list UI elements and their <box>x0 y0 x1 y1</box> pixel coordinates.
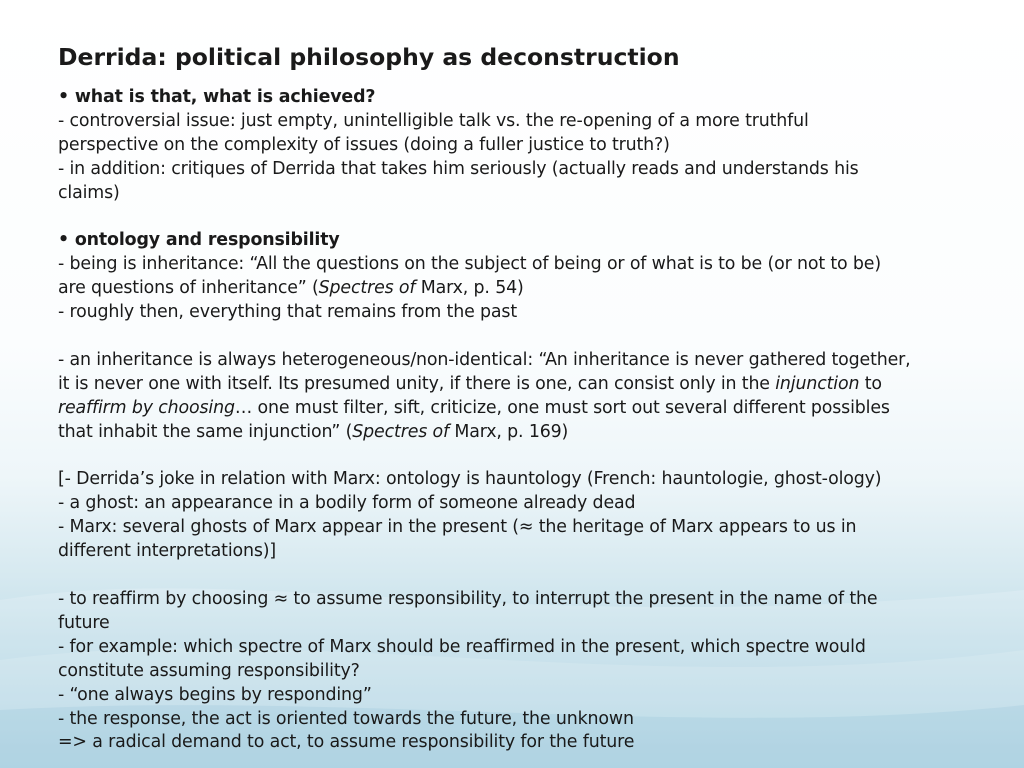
text-line: perspective on the complexity of issues (doing a fuller justice to truth?) <box>58 134 670 155</box>
emphasis-italic: reaffirm by choosing <box>58 397 235 418</box>
text-line: - to reaffirm by choosing ≈ to assume responsibility, to interrupt the present in the name of the <box>58 588 878 609</box>
text-span: it is never one with itself. Its presumed unity, if there is one, can consist only in the <box>58 373 776 394</box>
blank-line <box>58 445 993 469</box>
text-line: future <box>58 612 110 633</box>
slide-title: Derrida: political philosophy as deconstruction <box>58 43 680 71</box>
section-heading-ontology: • ontology and responsibility <box>58 230 340 251</box>
text-span: to <box>859 373 882 394</box>
text-line: - Marx: several ghosts of Marx appear in the present (≈ the heritage of Marx appears to us in <box>58 517 857 538</box>
text-line: - being is inheritance: “All the questions on the subject of being or of what is to be (or not to be) <box>58 254 881 275</box>
text-span: are questions of inheritance” ( <box>58 278 319 299</box>
emphasis-italic: injunction <box>775 373 860 394</box>
text-line <box>58 421 993 445</box>
text-line: claims) <box>58 182 120 203</box>
text-span: … one must filter, sift, criticize, one must sort out several different possibles <box>234 397 890 418</box>
blank-line <box>58 564 993 588</box>
book-title-italic: Spectres of <box>352 421 449 442</box>
blank-line <box>58 206 993 230</box>
text-span: Marx, p. 169) <box>449 421 569 442</box>
text-line: - the response, the act is oriented towards the future, the unknown <box>58 708 634 729</box>
text-line: - “one always begins by responding” <box>58 684 372 705</box>
slide-body <box>58 86 993 755</box>
text-line: => a radical demand to act, to assume responsibility for the future <box>58 732 635 753</box>
slide-content <box>58 42 993 755</box>
text-line: - roughly then, everything that remains from the past <box>58 302 517 323</box>
text-line: - in addition: critiques of Derrida that takes him seriously (actually reads and understands his <box>58 158 859 179</box>
text-line: - controversial issue: just empty, unintelligible talk vs. the re-opening of a more truthful <box>58 110 809 131</box>
blank-line <box>58 325 993 349</box>
text-line <box>58 277 993 301</box>
text-line: different interpretations)] <box>58 541 277 562</box>
book-title-italic: Spectres of <box>318 278 416 299</box>
text-span: that inhabit the same injunction” ( <box>58 421 353 442</box>
text-line <box>58 397 993 421</box>
text-line: - an inheritance is always heterogeneous/non-identical: “An inheritance is never gathered together, <box>58 349 911 370</box>
section-heading-what-is-achieved: • what is that, what is achieved? <box>58 87 376 107</box>
text-line: [- Derrida’s joke in relation with Marx: ontology is hauntology (French: hauntologie, ghost-ology) <box>58 469 882 490</box>
text-line <box>58 373 993 397</box>
text-line: constitute assuming responsibility? <box>58 660 360 681</box>
text-line: - for example: which spectre of Marx should be reaffirmed in the present, which spectre would <box>58 636 866 657</box>
text-line: - a ghost: an appearance in a bodily form of someone already dead <box>58 493 636 514</box>
text-span: Marx, p. 54) <box>415 278 524 299</box>
